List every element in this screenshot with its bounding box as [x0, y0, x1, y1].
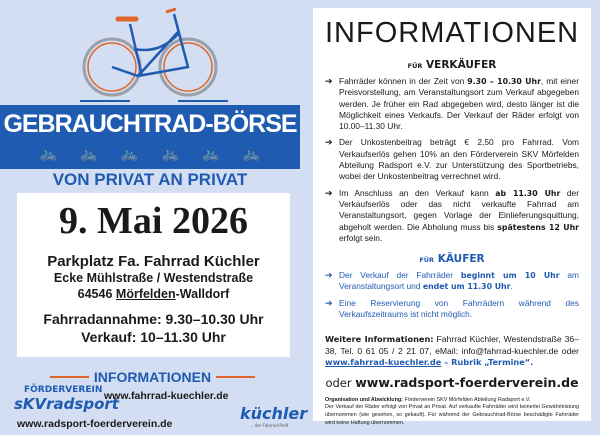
arrow-icon: ➔	[325, 187, 333, 198]
seller-item: ➔ Der Unkostenbeitrag beträgt € 2,50 pro Fahrrad. Vom Verkaufserlös gehen 10% an den Förderverein SKV Mörfelden Abteilung Radsport e.V. zur Unterstützung des Sportbetriebs, wobei der Unkostenbeitrag verrechnet wird.	[325, 137, 579, 182]
verein-link-line: oder www.radsport-foerderverein.de	[325, 374, 579, 390]
bike-icon: 🚲	[161, 146, 180, 162]
more-info: Weitere Informationen: Fahrrad Küchler, Westendstraße 36–38, Tel. 0 61 05 / 2 21 07, eMail: info@fahrrad-kuechler.de oder www.fahrrad-kuechler.de – Rubrik „Termine“.	[325, 334, 579, 368]
event-title: GEBRAUCHTRAD-BÖRSE	[3, 110, 297, 138]
bike-icon: 🚲	[80, 146, 98, 162]
bicycle-illustration	[70, 4, 240, 104]
title-banner	[0, 105, 300, 169]
event-street: Ecke Mühlstraße / Westendstraße	[53, 271, 254, 285]
info-title: INFORMATIONEN	[325, 17, 580, 49]
arrow-icon: ➔	[325, 76, 333, 86]
skv-radsport-logo: FÖRDERVEREIN sKVradsport	[14, 385, 119, 413]
verein-url[interactable]: www.radsport-foerderverein.de	[17, 418, 173, 430]
bike-icon: 🚲	[120, 146, 139, 162]
event-date: 9. Mai 2026	[59, 200, 248, 242]
kuechler-url[interactable]: www.fahrrad-kuechler.de	[104, 390, 229, 402]
sale-time: Verkauf: 10–11.30 Uhr	[81, 329, 226, 345]
bike-icon: 🚲	[39, 146, 58, 162]
arrow-icon: ➔	[325, 297, 333, 308]
buyer-item: ➔ Eine Reservierung von Fahrrädern während des Verkaufszeitraums ist nicht möglich.	[325, 297, 579, 320]
subtitle: VON PRIVAT AN PRIVAT	[52, 170, 248, 189]
verein-link[interactable]: www.radsport-foerderverein.de	[355, 374, 579, 390]
seller-heading: FÜR VERKÄUFER	[407, 59, 497, 71]
event-details-card	[17, 193, 290, 357]
info-heading: INFORMATIONEN	[50, 369, 255, 385]
arrow-icon: ➔	[325, 137, 333, 148]
kuechler-link[interactable]: www.fahrrad-kuechler.de	[325, 357, 442, 368]
seller-item: ➔ Im Anschluss an den Verkauf kann ab 11.30 Uhr der Verkaufserlös oder das nicht verkaufte Fahrrad am Veranstaltungsort, gegen Vorlage der Einlieferungsquittung, abgeholt werden. Die Abholung muss bis spätestens 12 Uhr erfolgt sein.	[325, 187, 580, 243]
bike-icon: 🚲	[202, 146, 220, 162]
kuechler-logo: küchler ... der Fahrrad-Profi	[240, 404, 308, 428]
intake-time: Fahrradannahme: 9.30–10.30 Uhr	[43, 311, 264, 327]
information-panel	[313, 8, 591, 426]
fine-print: Organisation und Abwicklung: Förderverein SKV Mörfelden Abteilung Radsport e.V. Der Verkauf der Räder erfolgt von Privat an Privat. Auf verkaufte Fahrräder wird keinerlei Gewährleistung übernommen (wie gesehen, so gekauft). Für während der Gebrauchtrad-Börse beschädigte Fahrräder wird keine Haftung übernommen.	[325, 396, 579, 426]
seller-item: ➔ Fahrräder können in der Zeit von 9.30 – 10.30 Uhr, mit einer Preisvorstellung, am Veranstaltungsort zum Verkauf abgegeben werden. Je früher ein Rad abgegeben wird, desto länger ist die Möglichkeit eines Verkaufs. Der Verkauf der Räder erfolgt von 10.00–11.30 Uhr.	[325, 76, 580, 132]
arrow-icon: ➔	[325, 270, 333, 281]
buyer-heading: FÜR KÄUFER	[419, 253, 485, 266]
event-city: 64546 Mörfelden-Walldorf	[77, 287, 230, 301]
event-place: Parkplatz Fa. Fahrrad Küchler	[47, 253, 260, 270]
bike-icon: 🚲	[242, 146, 261, 162]
buyer-item: ➔ Der Verkauf der Fahrräder beginnt um 10 Uhr am Veranstaltungsort und endet um 11.30 Uhr.	[325, 270, 579, 292]
